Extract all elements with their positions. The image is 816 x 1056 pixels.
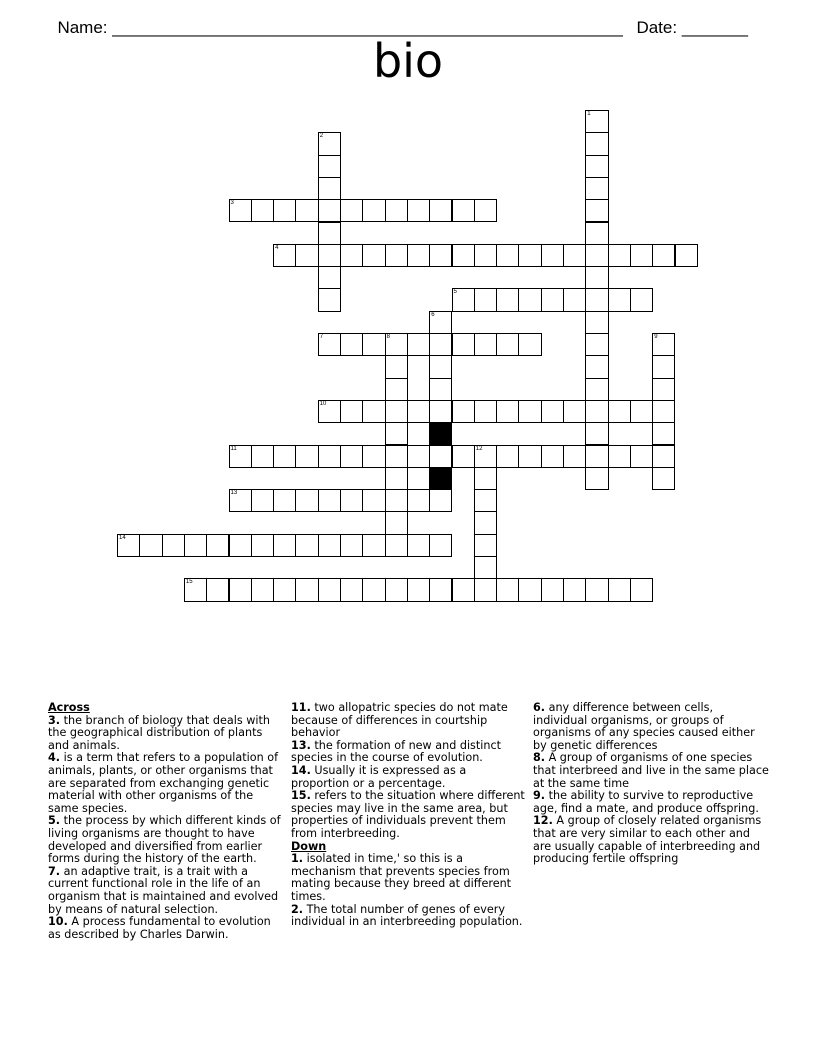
grid-cell[interactable] — [541, 400, 564, 423]
grid-cell[interactable] — [318, 199, 341, 222]
grid-cell[interactable] — [385, 355, 408, 378]
grid-cell[interactable] — [585, 311, 608, 334]
black-square — [429, 422, 452, 445]
grid-cell[interactable] — [585, 400, 608, 423]
across-clue-list — [291, 702, 527, 841]
grid-cell[interactable] — [585, 177, 608, 200]
grid-cell[interactable] — [184, 534, 207, 557]
clue-text: any difference between cells, individual organisms, or groups of organisms of any species caused either by genetic differences — [533, 701, 755, 752]
grid-cell[interactable] — [385, 333, 408, 356]
grid-cell[interactable] — [585, 578, 608, 601]
grid-cell[interactable] — [563, 445, 586, 468]
clue-text: is a term that refers to a population of animals, plants, or other organisms that are separated from exchanging genetic material with other organisms of the same species. — [48, 751, 279, 815]
grid-cell[interactable] — [518, 578, 541, 601]
name-label: Name: — [57, 18, 113, 37]
grid-cell[interactable] — [496, 288, 519, 311]
grid-cell[interactable] — [340, 400, 363, 423]
date-label: Date: — [636, 18, 682, 37]
clue-item — [291, 765, 527, 790]
grid-cell[interactable] — [273, 199, 296, 222]
black-square — [429, 467, 452, 490]
grid-cell[interactable] — [385, 378, 408, 401]
grid-cell[interactable] — [295, 445, 318, 468]
grid-cell[interactable] — [452, 199, 475, 222]
grid-cell[interactable] — [429, 333, 452, 356]
grid-cell[interactable] — [652, 244, 675, 267]
clue-number-label: 9. — [533, 789, 546, 803]
grid-cell[interactable] — [630, 400, 653, 423]
clue-text: the ability to survive to reproductive age, find a mate, and produce offspring. — [533, 789, 759, 815]
grid-cell[interactable] — [318, 177, 341, 200]
grid-cell[interactable] — [273, 534, 296, 557]
grid-cell[interactable] — [563, 288, 586, 311]
clues-column-1 — [48, 702, 284, 941]
clue-number: 3 — [230, 200, 234, 207]
clue-item — [291, 904, 527, 929]
clue-item — [48, 916, 284, 941]
clue-text: refers to the situation where different species may live in the same area, but properties of individuals prevent them from interbreeding. — [291, 789, 525, 840]
clue-number-label: 6. — [533, 701, 546, 714]
grid-cell[interactable] — [496, 445, 519, 468]
grid-cell[interactable] — [251, 578, 274, 601]
grid-cell[interactable] — [452, 400, 475, 423]
grid-cell[interactable] — [630, 288, 653, 311]
grid-cell[interactable] — [273, 578, 296, 601]
grid-cell[interactable] — [318, 266, 341, 289]
grid-cell[interactable] — [318, 222, 341, 245]
grid-cell[interactable] — [652, 400, 675, 423]
clue-item — [291, 853, 527, 903]
clue-number: 11 — [230, 445, 237, 452]
date-line[interactable]: _______ — [681, 18, 748, 37]
grid-cell[interactable] — [385, 400, 408, 423]
grid-cell[interactable] — [474, 400, 497, 423]
clue-number: 10 — [319, 400, 327, 407]
clue-number-label: 13. — [291, 738, 311, 752]
grid-cell[interactable] — [229, 199, 252, 222]
across-clue-list — [48, 715, 284, 942]
grid-cell[interactable] — [452, 445, 475, 468]
clue-number: 15 — [185, 579, 193, 586]
grid-cell[interactable] — [385, 199, 408, 222]
grid-cell[interactable] — [585, 355, 608, 378]
grid-cell[interactable] — [496, 244, 519, 267]
grid-cell[interactable] — [652, 333, 675, 356]
clue-item — [533, 702, 769, 752]
name-line[interactable]: ______________________________________________________ — [112, 18, 623, 37]
grid-cell[interactable] — [251, 199, 274, 222]
grid-cell[interactable] — [585, 132, 608, 155]
clue-number: 7 — [319, 334, 324, 340]
across-heading: Across — [48, 701, 90, 714]
grid-cell[interactable] — [608, 445, 631, 468]
clue-item — [48, 815, 284, 865]
grid-cell[interactable] — [630, 445, 653, 468]
grid-cell[interactable] — [340, 489, 363, 512]
clue-item — [48, 715, 284, 753]
grid-cell[interactable] — [496, 333, 519, 356]
grid-cell[interactable] — [585, 110, 608, 133]
grid-cell[interactable] — [318, 489, 341, 512]
grid-cell[interactable] — [295, 578, 318, 601]
grid-cell[interactable] — [385, 489, 408, 512]
clue-number: 12 — [475, 445, 483, 452]
grid-cell[interactable] — [206, 578, 229, 601]
grid-cell[interactable] — [251, 489, 274, 512]
clue-number: 2 — [319, 133, 324, 140]
clue-number-label: 10. — [48, 915, 68, 929]
grid-cell[interactable] — [563, 400, 586, 423]
grid-cell[interactable] — [318, 445, 341, 468]
grid-cell[interactable] — [385, 534, 408, 557]
clue-number-label: 15. — [291, 789, 311, 803]
grid-cell[interactable] — [273, 489, 296, 512]
grid-cell[interactable] — [541, 244, 564, 267]
grid-cell[interactable] — [251, 534, 274, 557]
grid-cell[interactable] — [474, 244, 497, 267]
grid-cell[interactable] — [675, 244, 698, 267]
grid-cell[interactable] — [407, 199, 430, 222]
grid-cell[interactable] — [407, 400, 430, 423]
grid-cell[interactable] — [229, 489, 252, 512]
grid-cell[interactable] — [340, 578, 363, 601]
clue-text: A process fundamental to evolution as described by Charles Darwin. — [48, 915, 271, 941]
clue-number: 8 — [386, 334, 390, 340]
grid-cell[interactable] — [585, 222, 608, 245]
grid-cell[interactable] — [518, 445, 541, 468]
grid-cell[interactable] — [608, 400, 631, 423]
clues-column-2 — [291, 702, 527, 929]
grid-cell[interactable] — [318, 132, 341, 155]
clue-number-label: 14. — [291, 763, 311, 777]
clues-column-3 — [533, 702, 769, 866]
grid-cell[interactable] — [585, 467, 608, 490]
clue-number-label: 5. — [48, 814, 61, 828]
grid-cell[interactable] — [273, 445, 296, 468]
grid-cell[interactable] — [229, 578, 252, 601]
grid-cell[interactable] — [474, 333, 497, 356]
clue-number: 1 — [587, 111, 591, 117]
clue-text: the formation of new and distinct species in the course of evolution. — [291, 738, 502, 765]
grid-cell[interactable] — [429, 199, 452, 222]
grid-cell[interactable] — [474, 511, 497, 534]
grid-cell[interactable] — [362, 400, 385, 423]
grid-cell[interactable] — [385, 445, 408, 468]
grid-cell[interactable] — [541, 578, 564, 601]
grid-cell[interactable] — [585, 378, 608, 401]
grid-cell[interactable] — [251, 445, 274, 468]
grid-cell[interactable] — [407, 489, 430, 512]
grid-cell[interactable] — [496, 400, 519, 423]
grid-cell[interactable] — [385, 511, 408, 534]
grid-cell[interactable] — [273, 244, 296, 267]
clue-text: the process by which different kinds of living organisms are thought to have developed and diversified from earlier forms during the history of the earth. — [48, 814, 281, 866]
clue-text: A group of closely related organisms that are very similar to each other and are usually capable of interbreeding and producing fertile offspring — [533, 814, 762, 866]
clue-text: isolated in time,' so this is a mechanism that prevents species from mating because they breed at different times. — [291, 852, 512, 903]
grid-cell[interactable] — [474, 199, 497, 222]
grid-cell[interactable] — [585, 422, 608, 445]
clue-item — [533, 752, 769, 790]
grid-cell[interactable] — [518, 288, 541, 311]
grid-cell[interactable] — [318, 155, 341, 178]
clue-text: Usually it is expressed as a proportion or a percentage. — [291, 763, 467, 790]
grid-cell[interactable] — [184, 578, 207, 601]
clue-number: 13 — [230, 490, 238, 497]
grid-cell[interactable] — [608, 578, 631, 601]
grid-cell[interactable] — [385, 578, 408, 601]
grid-cell[interactable] — [340, 244, 363, 267]
grid-cell[interactable] — [452, 578, 475, 601]
grid-cell[interactable] — [585, 266, 608, 289]
grid-cell[interactable] — [407, 445, 430, 468]
grid-cell[interactable] — [139, 534, 162, 557]
grid-cell[interactable] — [452, 333, 475, 356]
grid-cell[interactable] — [518, 333, 541, 356]
grid-cell[interactable] — [652, 445, 675, 468]
grid-cell[interactable] — [318, 244, 341, 267]
clue-number: 6 — [431, 311, 435, 318]
grid-cell[interactable] — [652, 378, 675, 401]
grid-cell[interactable] — [362, 333, 385, 356]
grid-cell[interactable] — [474, 288, 497, 311]
grid-cell[interactable] — [340, 199, 363, 222]
grid-cell[interactable] — [295, 489, 318, 512]
grid-cell[interactable] — [585, 288, 608, 311]
grid-cell[interactable] — [385, 422, 408, 445]
grid-cell[interactable] — [295, 534, 318, 557]
grid-cell[interactable] — [652, 467, 675, 490]
grid-cell[interactable] — [474, 556, 497, 579]
grid-cell[interactable] — [206, 534, 229, 557]
grid-cell[interactable] — [362, 578, 385, 601]
grid-cell[interactable] — [585, 199, 608, 222]
grid-cell[interactable] — [162, 534, 185, 557]
clue-item — [533, 790, 769, 815]
grid-cell[interactable] — [452, 288, 475, 311]
clue-item — [291, 702, 527, 740]
grid-cell[interactable] — [585, 244, 608, 267]
grid-cell[interactable] — [474, 445, 497, 468]
page-title: bio — [372, 34, 444, 88]
grid-cell[interactable] — [608, 288, 631, 311]
clue-item — [291, 790, 527, 840]
grid-cell[interactable] — [429, 244, 452, 267]
grid-cell[interactable] — [229, 445, 252, 468]
grid-cell[interactable] — [340, 333, 363, 356]
grid-cell[interactable] — [429, 355, 452, 378]
grid-cell[interactable] — [563, 244, 586, 267]
clue-item — [291, 740, 527, 765]
clue-number-label: 7. — [48, 864, 61, 878]
grid-cell[interactable] — [340, 534, 363, 557]
clue-text: A group of organisms of one species that interbreed and live in the same place at the same time — [533, 751, 769, 790]
grid-cell[interactable] — [652, 355, 675, 378]
grid-cell[interactable] — [474, 489, 497, 512]
grid-cell[interactable] — [229, 534, 252, 557]
grid-cell[interactable] — [429, 489, 452, 512]
clue-text: two allopatric species do not mate because of differences in courtship behavior — [291, 701, 508, 740]
down-clue-list — [291, 853, 527, 929]
clue-text: an adaptive trait, is a trait with a current functional role in the life of an organism that is maintained and evolved by means of natural selection. — [48, 864, 279, 916]
clue-item — [48, 866, 284, 916]
grid-cell[interactable] — [585, 155, 608, 178]
grid-cell[interactable] — [295, 199, 318, 222]
grid-cell[interactable] — [585, 333, 608, 356]
clue-number: 4 — [275, 244, 279, 251]
grid-cell[interactable] — [585, 445, 608, 468]
grid-cell[interactable] — [496, 578, 519, 601]
grid-cell[interactable] — [362, 489, 385, 512]
clue-number-label: 1. — [291, 852, 304, 866]
grid-cell[interactable] — [362, 199, 385, 222]
clue-number-label: 8. — [533, 751, 546, 765]
grid-cell[interactable] — [385, 467, 408, 490]
grid-cell[interactable] — [630, 578, 653, 601]
grid-cell[interactable] — [318, 288, 341, 311]
grid-cell[interactable] — [429, 400, 452, 423]
clue-number-label: 11. — [291, 701, 311, 714]
clue-number: 5 — [453, 289, 457, 296]
clue-number-label: 4. — [48, 751, 61, 765]
grid-cell[interactable] — [429, 378, 452, 401]
grid-cell[interactable] — [407, 333, 430, 356]
clue-text: The total number of genes of every individual in an interbreeding population. — [291, 902, 523, 929]
clue-item — [533, 815, 769, 865]
grid-cell[interactable] — [362, 244, 385, 267]
clue-text: the branch of biology that deals with the geographical distribution of plants and animals. — [48, 713, 270, 752]
grid-cell[interactable] — [407, 534, 430, 557]
grid-cell[interactable] — [318, 400, 341, 423]
grid-cell[interactable] — [318, 333, 341, 356]
grid-cell[interactable] — [117, 534, 140, 557]
grid-cell[interactable] — [474, 534, 497, 557]
grid-cell[interactable] — [541, 445, 564, 468]
grid-cell[interactable] — [318, 534, 341, 557]
grid-cell[interactable] — [518, 244, 541, 267]
down-heading: Down — [291, 839, 327, 853]
clue-number-label: 2. — [291, 902, 304, 916]
grid-cell[interactable] — [362, 445, 385, 468]
grid-cell[interactable] — [429, 534, 452, 557]
grid-cell[interactable] — [474, 467, 497, 490]
grid-cell[interactable] — [407, 578, 430, 601]
grid-cell[interactable] — [340, 445, 363, 468]
grid-cell[interactable] — [630, 244, 653, 267]
grid-cell[interactable] — [385, 244, 408, 267]
grid-cell[interactable] — [541, 288, 564, 311]
grid-cell[interactable] — [652, 422, 675, 445]
grid-cell[interactable] — [452, 244, 475, 267]
clue-number: 14 — [119, 534, 126, 541]
grid-cell[interactable] — [429, 445, 452, 468]
grid-cell[interactable] — [362, 534, 385, 557]
clue-number-label: 12. — [533, 814, 553, 828]
down-clue-list — [533, 702, 769, 866]
grid-cell[interactable] — [518, 400, 541, 423]
clue-item — [48, 752, 284, 815]
grid-cell[interactable] — [407, 244, 430, 267]
clue-number-label: 3. — [48, 713, 61, 727]
grid-cell[interactable] — [429, 311, 452, 334]
grid-cell[interactable] — [295, 244, 318, 267]
grid-cell[interactable] — [563, 578, 586, 601]
grid-cell[interactable] — [318, 578, 341, 601]
grid-cell[interactable] — [474, 578, 497, 601]
grid-cell[interactable] — [429, 578, 452, 601]
clue-number: 9 — [654, 334, 658, 340]
grid-cell[interactable] — [608, 244, 631, 267]
